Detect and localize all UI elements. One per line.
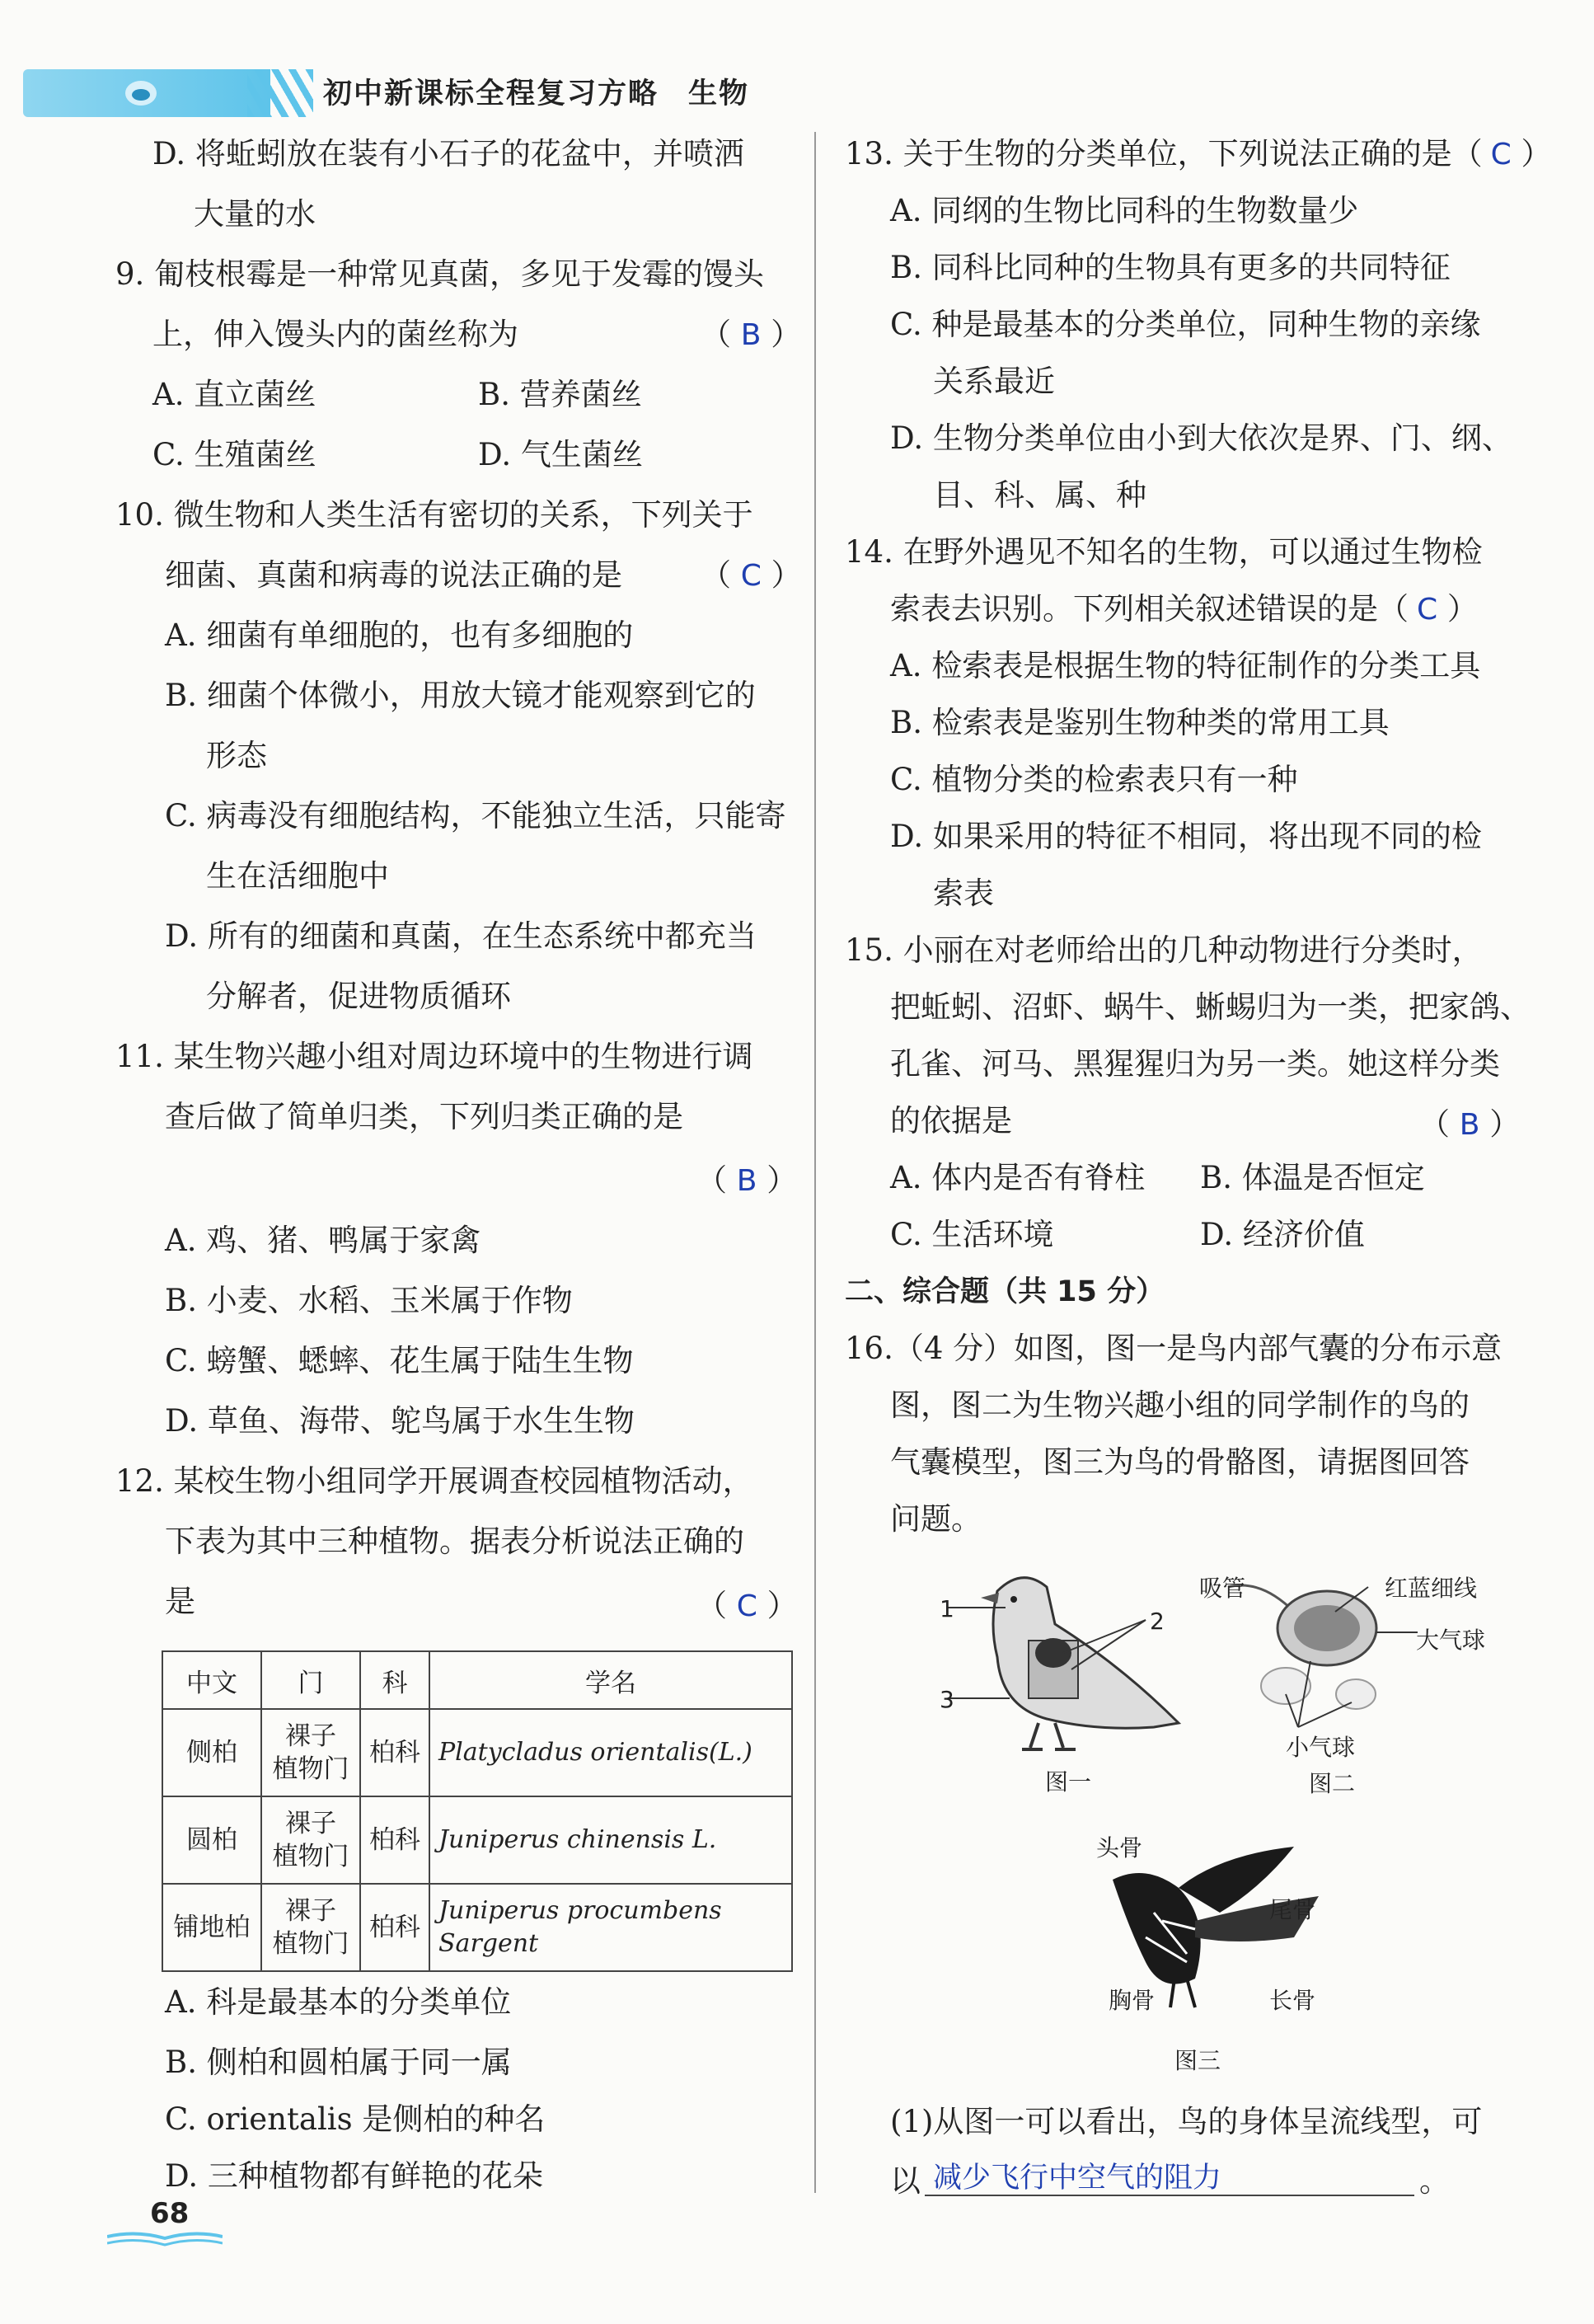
cell-family: 柏科 — [360, 1709, 429, 1796]
q11-option-a: A. 鸡、猪、鸭属于家禽 — [165, 1223, 481, 1258]
q12-stem-cont: 下表为其中三种植物。据表分析说法正确的 — [165, 1524, 744, 1559]
plant-table — [162, 1650, 793, 1972]
q13-option-b: B. 同科比同种的生物具有更多的共同特征 — [890, 250, 1451, 285]
th-phylum: 门 — [261, 1651, 360, 1709]
q13-stem: 13. 关于生物的分类单位，下列说法正确的是（ C ） — [845, 136, 1552, 171]
q14-answer: C — [1417, 593, 1438, 627]
q8-option-d: D. 将蚯蚓放在装有小石子的花盆中，并喷洒 — [152, 136, 744, 171]
fig3-label-tail: 尾骨 — [1269, 1896, 1316, 1923]
q12-option-a: A. 科是最基本的分类单位 — [165, 1984, 512, 2020]
fig3-label-sternum: 胸骨 — [1109, 1987, 1156, 2014]
cell-phylum-line2: 植物门 — [272, 1842, 349, 1871]
q12-stem-cont2: 是 — [165, 1584, 195, 1619]
q14-option-b: B. 检索表是鉴别生物种类的常用工具 — [890, 705, 1390, 740]
q13-answer: C — [1490, 138, 1512, 171]
q14-option-d-cont: 索表 — [933, 876, 994, 911]
fig2-label-straw: 吸管 — [1199, 1575, 1246, 1602]
q10-option-c-cont: 生在活细胞中 — [206, 858, 389, 894]
q15-option-c: C. 生活环境 — [890, 1217, 1054, 1252]
fig3-caption: 图三 — [1174, 2047, 1221, 2074]
q13-option-d: D. 生物分类单位由小到大依次是界、门、纲、 — [890, 420, 1512, 456]
q11-stem-cont: 查后做了简单归类，下列归类正确的是 — [165, 1099, 683, 1134]
table-row — [162, 1884, 792, 1971]
q10-stem-cont: 细菌、真菌和病毒的说法正确的是 — [165, 557, 622, 593]
th-sci-name: 学名 — [429, 1651, 792, 1709]
q16-stem-cont3: 问题。 — [890, 1501, 982, 1537]
header-title — [323, 71, 749, 112]
cell-phylum-line2: 植物门 — [272, 1929, 349, 1959]
q16-sub1-blank-line — [925, 2193, 1414, 2196]
q16-sub1-cont: 以 — [890, 2163, 921, 2199]
q8-option-d-cont: 大量的水 — [194, 196, 316, 232]
cell-family: 柏科 — [360, 1796, 429, 1884]
q10-option-d-cont: 分解者，促进物质循环 — [206, 979, 511, 1014]
q14-stem: 14. 在野外遇见不知名的生物，可以通过生物检 — [845, 534, 1483, 570]
q12-answer: C — [736, 1589, 757, 1623]
q15-answer-bracket: （ B ） — [1419, 1106, 1521, 1142]
book-logo-icon — [124, 76, 158, 110]
q12-stem: 12. 某校生物小组同学开展调查校园植物活动， — [115, 1463, 753, 1499]
q9-answer-bracket: （ B ） — [701, 317, 802, 352]
q11-answer-bracket: （ B ） — [696, 1162, 798, 1198]
figure-1-pigeon — [931, 1558, 1195, 1764]
cell-sci: Juniperus procumbens Sargent — [429, 1884, 792, 1971]
table-row — [162, 1709, 792, 1796]
q10-stem: 10. 微生物和人类生活有密切的关系，下列关于 — [115, 497, 753, 533]
q16-stem-cont: 图，图二为生物兴趣小组的同学制作的鸟的 — [890, 1387, 1470, 1423]
cell-sci: Platycladus orientalis(L.) — [429, 1709, 792, 1796]
header-stripes — [247, 69, 313, 117]
q9-stem-cont: 上，伸入馒头内的菌丝称为 — [152, 317, 518, 352]
column-divider — [814, 132, 816, 2193]
cell-phylum — [261, 1709, 360, 1796]
subject-label: 生物 — [688, 77, 750, 110]
fig1-caption: 图一 — [1045, 1768, 1092, 1796]
table-row — [162, 1796, 792, 1884]
q12-option-b: B. 侧柏和圆柏属于同一属 — [165, 2045, 512, 2080]
q11-stem: 11. 某生物兴趣小组对周边环境中的生物进行调 — [115, 1039, 753, 1074]
cell-phylum-line2: 植物门 — [272, 1754, 349, 1784]
q9-option-a: A. 直立菌丝 — [152, 377, 316, 412]
cell-family: 柏科 — [360, 1884, 429, 1971]
q13-option-a: A. 同纲的生物比同科的生物数量少 — [890, 193, 1359, 228]
fig2-label-big-balloon: 大气球 — [1416, 1627, 1486, 1654]
page-number: 68 — [150, 2197, 190, 2230]
fig2-caption: 图二 — [1309, 1770, 1356, 1797]
q14-stem-cont-text: 索表去识别。下列相关叙述错误的是（ — [890, 591, 1409, 627]
fig1-label-1: 1 — [940, 1595, 954, 1622]
table-header-row — [162, 1651, 792, 1709]
q9-answer: B — [740, 318, 762, 352]
q16-sub1: (1)从图一可以看出，鸟的身体呈流线型，可 — [890, 2104, 1483, 2139]
q10-answer-bracket: （ C ） — [701, 557, 802, 593]
q12-answer-bracket: （ C ） — [696, 1588, 798, 1623]
q15-stem-cont2: 孔雀、河马、黑猩猩归为另一类。她这样分类 — [890, 1046, 1500, 1082]
q15-stem: 15. 小丽在对老师给出的几种动物进行分类时， — [845, 932, 1483, 968]
cell-phylum-line1: 裸子 — [285, 1721, 336, 1751]
q13-option-c-cont: 关系最近 — [933, 364, 1055, 399]
cell-sci: Juniperus chinensis L. — [429, 1796, 792, 1884]
q10-option-a: A. 细菌有单细胞的，也有多细胞的 — [165, 617, 634, 653]
q12-option-d: D. 三种植物都有鲜艳的花朵 — [165, 2158, 543, 2194]
q9-option-d: D. 气生菌丝 — [478, 437, 643, 472]
q14-option-a: A. 检索表是根据生物的特征制作的分类工具 — [890, 648, 1481, 683]
fig1-label-2: 2 — [1150, 1608, 1165, 1635]
q10-answer: C — [740, 559, 762, 593]
q15-stem-cont: 把蚯蚓、沼虾、蜗牛、蜥蜴归为一类，把家鸽、 — [890, 989, 1531, 1025]
q14-option-d: D. 如果采用的特征不相同，将出现不同的检 — [890, 819, 1482, 854]
q10-option-c: C. 病毒没有细胞结构，不能独立生活，只能寄 — [165, 798, 786, 833]
q11-option-c: C. 螃蟹、蟋蟀、花生属于陆生生物 — [165, 1343, 634, 1378]
fig3-label-longbone: 长骨 — [1269, 1987, 1316, 2014]
section-2-title: 二、综合题（共 15 分） — [845, 1275, 1165, 1308]
q13-option-c: C. 种是最基本的分类单位，同种生物的亲缘 — [890, 307, 1481, 342]
q15-option-d: D. 经济价值 — [1200, 1217, 1365, 1252]
q9-option-b: B. 营养菌丝 — [478, 377, 642, 412]
q13-option-d-cont: 目、科、属、种 — [933, 477, 1146, 513]
q9-stem: 9. 匍枝根霉是一种常见真菌，多见于发霉的馒头 — [115, 256, 765, 292]
q11-option-d: D. 草鱼、海带、鸵鸟属于水生生物 — [165, 1403, 635, 1439]
book-title: 初中新课标全程复习方略 — [323, 77, 659, 110]
th-family: 科 — [360, 1651, 429, 1709]
fig2-label-thread: 红蓝细线 — [1385, 1575, 1478, 1602]
cell-cn: 侧柏 — [162, 1709, 261, 1796]
q11-answer: B — [736, 1164, 757, 1198]
cell-phylum — [261, 1884, 360, 1971]
q10-option-d: D. 所有的细菌和真菌，在生态系统中都充当 — [165, 918, 757, 954]
q12-option-c: C. orientalis 是侧柏的种名 — [165, 2101, 546, 2137]
q16-stem-cont2: 气囊模型，图三为鸟的骨骼图，请据图回答 — [890, 1444, 1470, 1480]
q10-option-b-cont: 形态 — [206, 738, 267, 773]
q15-stem-cont3: 的依据是 — [890, 1103, 1012, 1139]
q14-option-c: C. 植物分类的检索表只有一种 — [890, 762, 1298, 797]
cell-cn: 圆柏 — [162, 1796, 261, 1884]
q16-sub1-end: 。 — [1419, 2163, 1450, 2199]
q15-option-b: B. 体温是否恒定 — [1200, 1160, 1425, 1195]
q14-stem-cont: 索表去识别。下列相关叙述错误的是（ C ） — [890, 591, 1478, 627]
q9-option-c: C. 生殖菌丝 — [152, 437, 316, 472]
fig2-label-small-balloon: 小气球 — [1286, 1734, 1356, 1761]
cell-phylum-line1: 裸子 — [285, 1896, 336, 1926]
cell-cn: 铺地柏 — [162, 1884, 261, 1971]
q13-stem-text: 13. 关于生物的分类单位，下列说法正确的是（ — [845, 136, 1483, 171]
q15-answer: B — [1459, 1108, 1480, 1142]
th-chinese: 中文 — [162, 1651, 261, 1709]
q11-option-b: B. 小麦、水稻、玉米属于作物 — [165, 1283, 573, 1318]
q15-option-a: A. 体内是否有脊柱 — [890, 1160, 1146, 1195]
fig3-label-skull: 头骨 — [1096, 1834, 1143, 1862]
cell-phylum — [261, 1796, 360, 1884]
cell-phylum-line1: 裸子 — [285, 1809, 336, 1838]
fig1-label-3: 3 — [940, 1686, 954, 1713]
q10-option-b: B. 细菌个体微小，用放大镜才能观察到它的 — [165, 678, 756, 713]
book-wave-icon — [107, 2230, 223, 2250]
q16-sub1-answer: 减少飞行中空气的阻力 — [933, 2162, 1222, 2195]
q16-stem: 16.（4 分）如图，图一是鸟内部气囊的分布示意 — [845, 1331, 1503, 1366]
